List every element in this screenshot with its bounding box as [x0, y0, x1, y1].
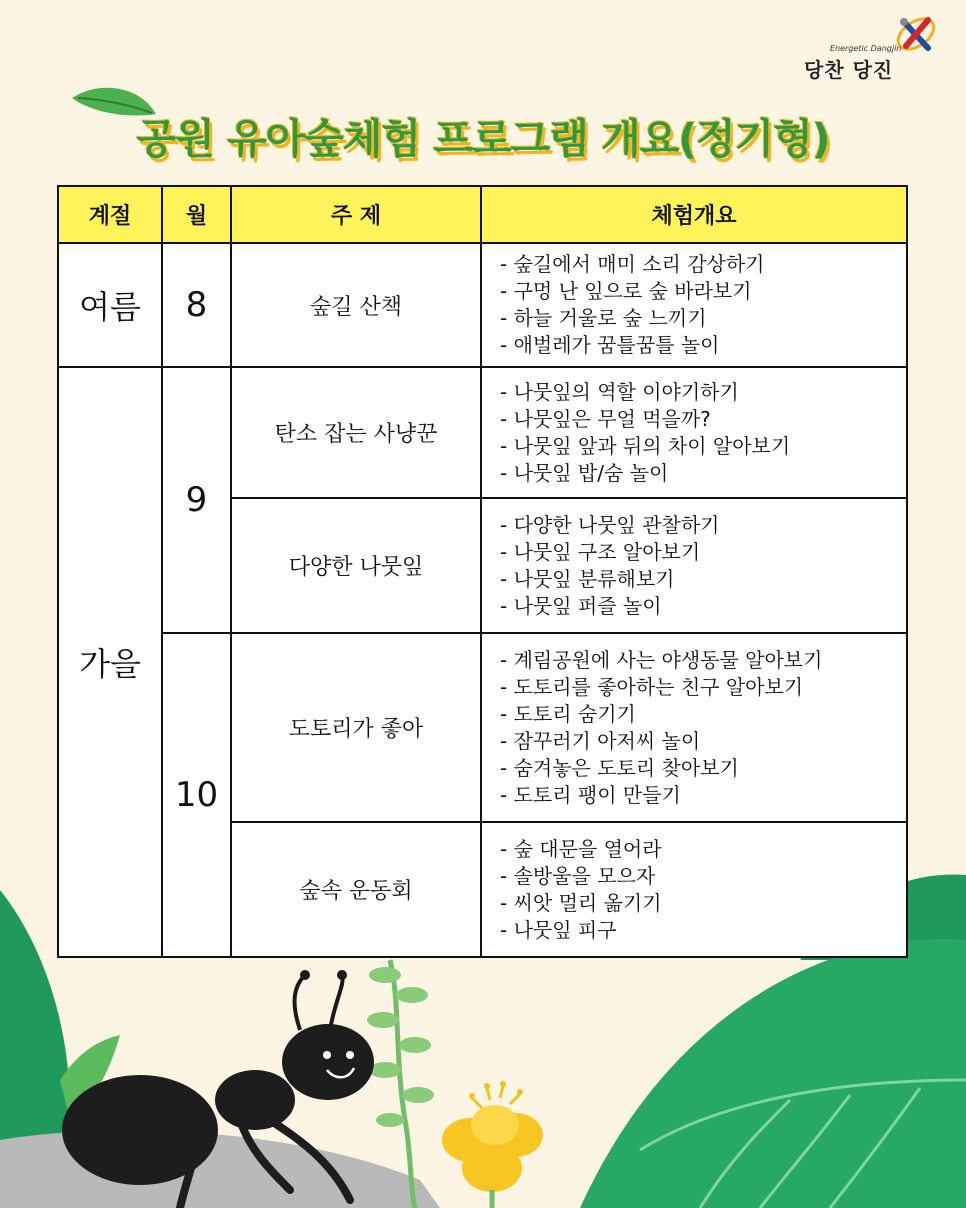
- topic-cell: 숲속 운동회: [231, 822, 481, 957]
- topic-cell: 숲길 산책: [231, 243, 481, 367]
- overview-item: - 나뭇잎 분류해보기: [500, 566, 675, 591]
- overview-item: - 나뭇잎 피구: [500, 917, 617, 942]
- overview-item: - 도토리를 좋아하는 친구 알아보기: [500, 674, 804, 699]
- overview-item: - 나뭇잎 밥/숨 놀이: [500, 460, 669, 485]
- overview-item: - 구멍 난 잎으로 숲 바라보기: [500, 279, 752, 303]
- overview-item: - 다양한 나뭇잎 관찰하기: [500, 512, 720, 537]
- right-big-leaf-icon: [580, 939, 966, 1208]
- overview-item: - 계림공원에 사는 야생동물 알아보기: [500, 647, 823, 672]
- topic-cell: 도토리가 좋아: [231, 633, 481, 822]
- overview-item: - 나뭇잎 앞과 뒤의 차이 알아보기: [500, 433, 791, 458]
- overview-item: - 하늘 거울로 숲 느끼기: [500, 306, 707, 330]
- topic-cell: 탄소 잡는 사냥꾼: [231, 367, 481, 498]
- header-season: 계절: [58, 186, 162, 243]
- overview-item: - 나뭇잎의 역할 이야기하기: [500, 379, 739, 404]
- table-header-row: [58, 186, 907, 243]
- overview-item: - 도토리 숨기기: [500, 701, 636, 726]
- overview-cell: [481, 243, 907, 367]
- overview-item: - 숲 대문을 열어라: [500, 836, 662, 861]
- overview-item: - 나뭇잎 구조 알아보기: [500, 539, 701, 564]
- page-title: 공원 유아숲체험 프로그램 개요(정기형): [136, 115, 830, 163]
- overview-item: - 숨겨놓은 도토리 찾아보기: [500, 755, 739, 780]
- overview-item: - 숲길에서 매미 소리 감상하기: [500, 252, 765, 276]
- table-row: [58, 243, 907, 367]
- season-cell-autumn: 가을: [58, 367, 162, 957]
- month-cell-10: 10: [162, 633, 231, 957]
- header-month: 월: [162, 186, 231, 243]
- overview-item: - 도토리 팽이 만들기: [500, 782, 681, 807]
- overview-cell: [481, 633, 907, 822]
- month-cell-8: 8: [162, 243, 231, 367]
- program-table: [57, 185, 908, 958]
- overview-item: - 잠꾸러기 아저씨 놀이: [500, 728, 701, 753]
- logo-english-text: Energetic Dangjin: [830, 44, 902, 53]
- header-overview: 체험개요: [481, 186, 907, 243]
- header-topic: 주 제: [231, 186, 481, 243]
- topic-cell: 다양한 나뭇잎: [231, 498, 481, 633]
- logo-korean-text: 당찬 당진: [804, 58, 894, 82]
- overview-item: - 나뭇잎은 무얼 먹을까?: [500, 406, 711, 431]
- overview-cell: [481, 822, 907, 957]
- season-cell-summer: 여름: [58, 243, 162, 367]
- table-row: [58, 367, 907, 498]
- overview-cell: [481, 367, 907, 498]
- overview-item: - 애벌레가 꿈틀꿈틀 놀이: [500, 333, 720, 357]
- overview-item: - 씨앗 멀리 옮기기: [500, 890, 662, 915]
- overview-item: - 나뭇잎 퍼즐 놀이: [500, 593, 662, 618]
- overview-cell: [481, 498, 907, 633]
- overview-item: - 솔방울을 모으자: [500, 863, 656, 888]
- yellow-flower-icon: [442, 1081, 543, 1208]
- table-row: [58, 633, 907, 822]
- month-cell-9: 9: [162, 367, 231, 633]
